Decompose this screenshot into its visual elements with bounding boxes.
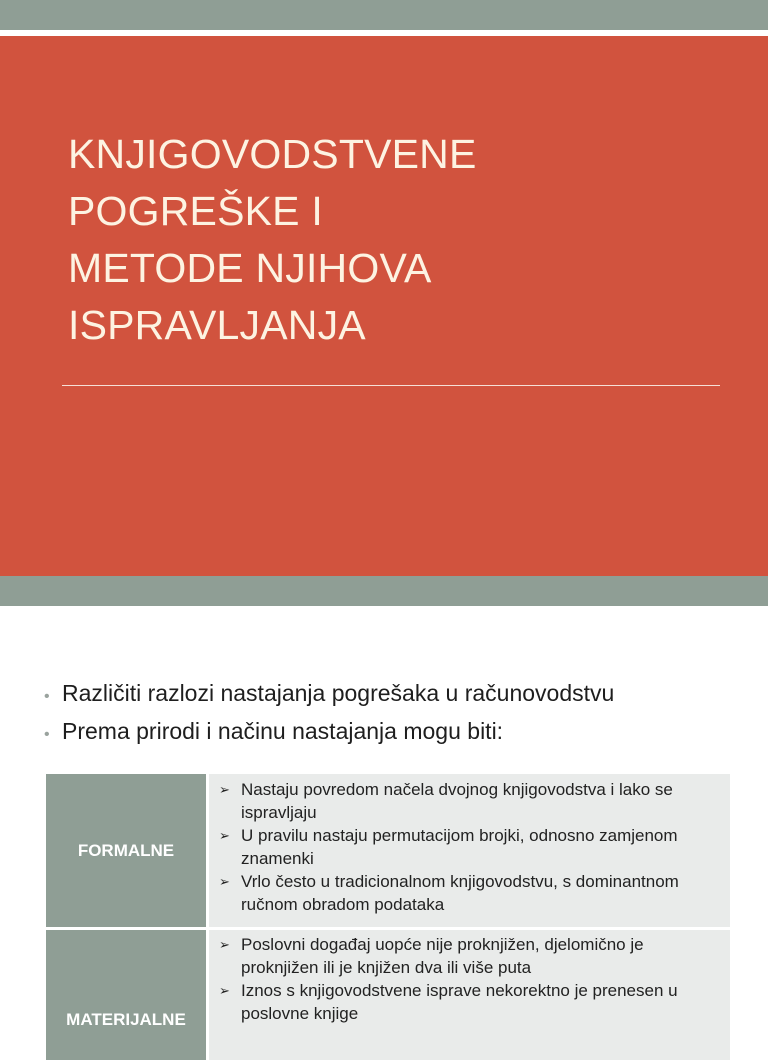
row-item-list	[219, 778, 714, 916]
list-item	[219, 979, 714, 1025]
row-label	[46, 774, 209, 927]
bullet-list	[44, 676, 614, 752]
list-item	[219, 933, 714, 979]
table-row	[46, 930, 730, 1063]
row-description	[209, 774, 730, 927]
list-item-text: U pravilu nastaju permutacijom brojki, odnosno zamjenom znamenki	[241, 826, 678, 868]
list-item-text: Nastaju povredom načela dvojnog knjigovodstva i lako se ispravljaju	[241, 780, 673, 822]
arrow-bullet-icon: ➢	[219, 983, 230, 998]
title-line: METODE NJIHOVA	[68, 245, 432, 291]
content-slide	[0, 606, 768, 1029]
list-item	[219, 778, 714, 824]
arrow-bullet-icon: ➢	[219, 782, 230, 797]
list-item-text: Vrlo često u tradicionalnom knjigovodstvu, s dominantnom ručnom obradom podataka	[241, 872, 679, 914]
arrow-bullet-icon: ➢	[219, 828, 230, 843]
row-description	[209, 930, 730, 1060]
title-line: POGREŠKE I	[68, 188, 323, 234]
row-item-list	[219, 933, 714, 1025]
list-item-text: Poslovni događaj uopće nije proknjižen, djelomično je proknjižen ili je knjižen dva ili više puta	[241, 935, 644, 977]
list-item-text: Iznos s knjigovodstvene isprave nekorektno je prenesen u poslovne knjige	[241, 981, 678, 1023]
title-line: ISPRAVLJANJA	[68, 302, 366, 348]
error-types-table	[46, 774, 730, 1063]
arrow-bullet-icon: ➢	[219, 874, 230, 889]
bullet-item	[44, 714, 614, 752]
table-row	[46, 774, 730, 930]
row-label	[46, 930, 209, 1060]
row-label-text: FORMALNE	[77, 840, 175, 860]
bullet-text: Prema prirodi i načinu nastajanja mogu biti:	[62, 718, 504, 744]
bullet-icon: •	[44, 726, 50, 743]
bullet-text: Različiti razlozi nastajanja pogrešaka u računovodstvu	[62, 680, 615, 706]
title-underline	[62, 385, 720, 386]
list-item	[219, 870, 714, 916]
title-line: KNJIGOVODSTVENE	[68, 131, 477, 177]
title-panel	[0, 36, 768, 576]
bullet-item	[44, 676, 614, 714]
list-item	[219, 824, 714, 870]
slide-title	[68, 126, 708, 354]
arrow-bullet-icon: ➢	[219, 937, 230, 952]
bullet-icon: •	[44, 688, 50, 705]
row-label-text: MATERIJALNE	[66, 1010, 186, 1029]
